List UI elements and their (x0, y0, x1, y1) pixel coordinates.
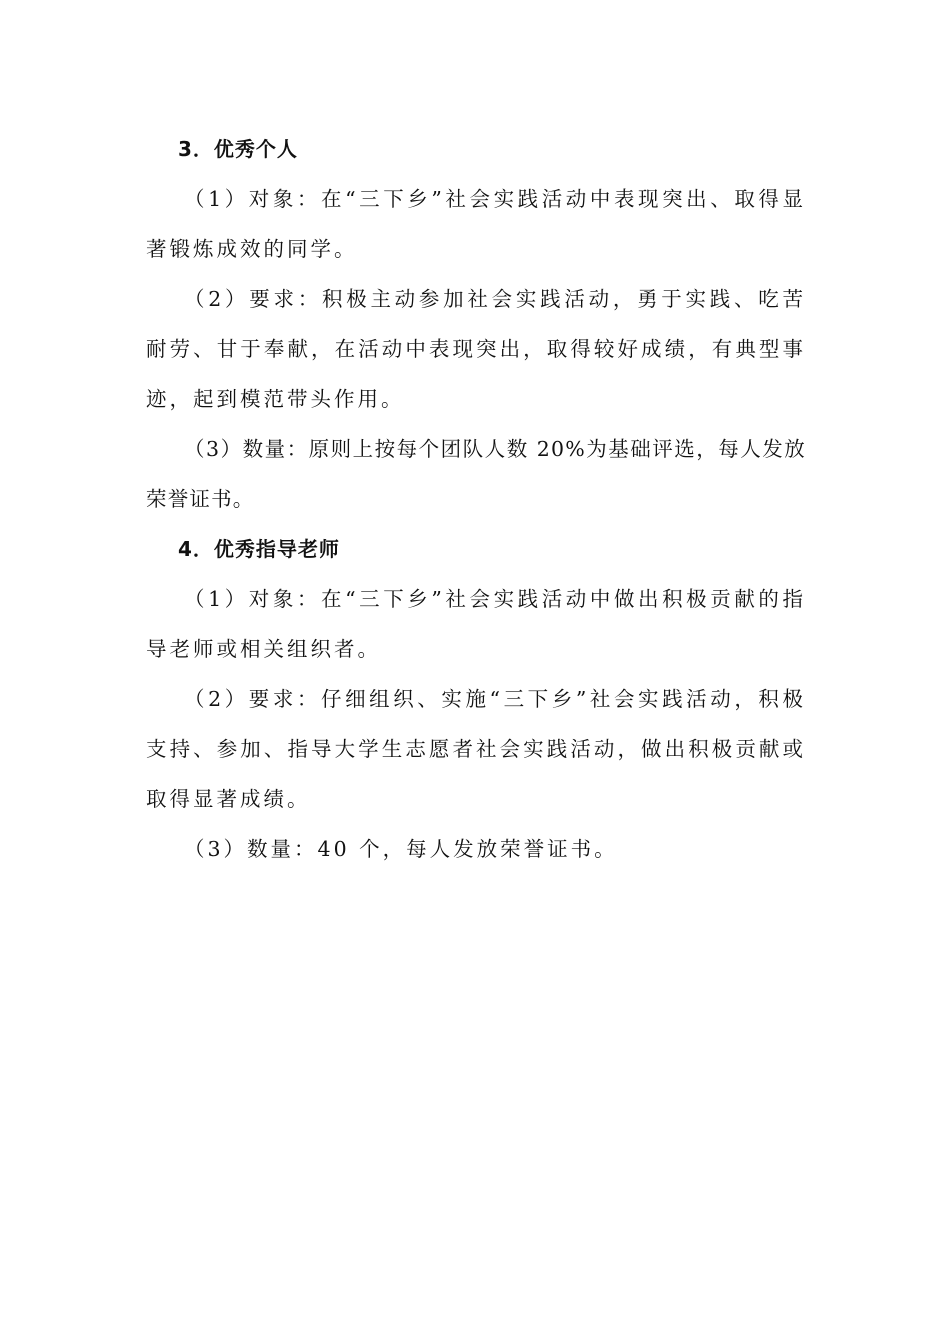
section-heading: 4．优秀指导老师 (178, 537, 340, 561)
paragraph-target: （1）对象：在“三下乡”社会实践活动中表现突出、取得显著锻炼成效的同学。 (146, 187, 806, 261)
paragraph-requirement: （2）要求：积极主动参加社会实践活动，勇于实践、吃苦耐劳、甘于奉献，在活动中表现突出，取得较好成绩，有典型事迹，起到模范带头作用。 (146, 287, 806, 411)
section-heading: 3．优秀个人 (178, 137, 298, 161)
paragraph-quantity: （3）数量：40 个，每人发放荣誉证书。 (184, 837, 618, 861)
document-body (146, 124, 806, 874)
paragraph-quantity: （3）数量：原则上按每个团队人数 20%为基础评选，每人发放荣誉证书。 (146, 437, 806, 511)
section-outstanding-advisor (146, 524, 806, 874)
section-outstanding-individual (146, 124, 806, 524)
paragraph-requirement: （2）要求：仔细组织、实施“三下乡”社会实践活动，积极支持、参加、指导大学生志愿者社会实践活动，做出积极贡献或取得显著成绩。 (146, 687, 806, 811)
paragraph-target: （1）对象：在“三下乡”社会实践活动中做出积极贡献的指导老师或相关组织者。 (146, 587, 806, 661)
